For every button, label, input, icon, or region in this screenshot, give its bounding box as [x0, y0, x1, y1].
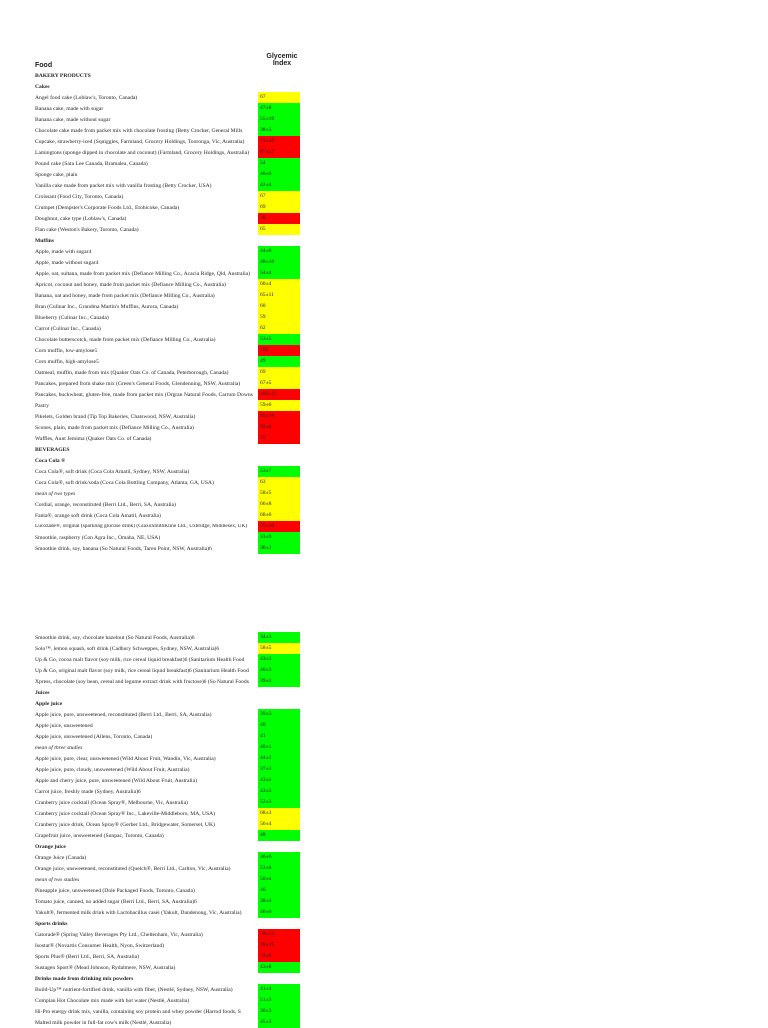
food-name: Coca Cola®, soft drink/soda (Coca Cola Bottling Company, Atlanta, GA, USA)	[35, 479, 214, 486]
gi-value-cell: 78±13	[258, 929, 300, 940]
gi-value-cell: 30±2	[258, 543, 300, 554]
table-row	[35, 665, 315, 676]
gi-value-cell: 51±3	[258, 995, 300, 1006]
gi-value-cell: 76	[258, 213, 300, 224]
gi-value-cell: 54±4	[258, 268, 300, 279]
gi-value-cell: 48±10	[258, 257, 300, 268]
gi-value-cell: 46	[258, 885, 300, 896]
food-name: Apple juice, pure, unsweetened, reconstituted (Berri Ltd., Berri, SA, Australia)	[35, 711, 212, 718]
food-name: Cranberry juice drink, Ocean Spray® (Gerber Ltd., Bridgewater, Somerset, UK)	[35, 821, 215, 828]
table-row	[35, 510, 315, 521]
gi-value-cell: 43±8	[258, 962, 300, 973]
table-row	[35, 246, 315, 257]
table-row	[35, 995, 315, 1006]
gi-value-cell: 53±5	[258, 334, 300, 345]
gi-value-cell: 39±2	[258, 676, 300, 687]
table-row	[35, 797, 315, 808]
section-heading	[35, 81, 315, 92]
gi-value-cell: 46±6	[258, 169, 300, 180]
food-name: Smoothie, raspberry (Con Agra Inc., Omaha, NE, USA)	[35, 534, 161, 541]
heading-text: Orange juice	[35, 843, 66, 850]
gi-value-cell: 46±3	[258, 665, 300, 676]
table-row	[35, 345, 315, 356]
food-name: Smoothie drink, soy, banana (So Natural Foods, Taren Point, NSW, Australia)6	[35, 545, 212, 552]
food-name: Sustagen Sport® (Mead Johnson, Rydalmere, NSW, Australia)	[35, 964, 176, 971]
gi-value-cell: 92±8	[258, 422, 300, 433]
heading-text: BEVERAGES	[35, 446, 70, 453]
food-name: mean of two studies	[35, 876, 80, 883]
gi-value-cell: 47±8	[258, 103, 300, 114]
gi-value-cell: 59±6	[258, 400, 300, 411]
table-row	[35, 257, 315, 268]
food-name: Pancakes, buckwheat, gluten-free, made from packet mix (Orgran Natural Foods, Carrum Downs	[35, 391, 253, 398]
food-name: Coca Cola®, soft drink (Coca Cola Amatil, Sydney, NSW, Australia)	[35, 468, 190, 475]
gi-value-cell: 102	[258, 345, 300, 356]
food-name: Sponge cake, plain	[35, 171, 78, 178]
food-name: Oatmeal, muffin, made from mix (Quaker Oats Co. of Canada, Peterborough, Canada)	[35, 369, 229, 376]
heading-text: BAKERY PRODUCTS	[35, 72, 91, 79]
table-row	[35, 863, 315, 874]
section-heading	[35, 455, 315, 466]
table-row	[35, 169, 315, 180]
gi-value-cell: 53±7	[258, 466, 300, 477]
gi-value-cell: 37±3	[258, 764, 300, 775]
gi-value-cell: 38±4	[258, 896, 300, 907]
gi-value-cell: 68±6	[258, 510, 300, 521]
food-name: Xpress, chocolate (soy bean, cereal and legume extract drink with fructose)6 (So Natural Foods	[35, 678, 249, 685]
food-name: Pound cake (Sara Lee Canada, Bramalea, Canada)	[35, 160, 148, 167]
food-name: Apple and cherry juice, pure, unsweetened (Wild About Fruit, Australia)	[35, 777, 197, 784]
gi-value-cell: 58±5	[258, 488, 300, 499]
table-row	[35, 499, 315, 510]
gi-value-cell: 55±10	[258, 114, 300, 125]
food-name: Carrot juice, freshly made (Sydney, Australia)6	[35, 788, 141, 795]
table-row	[35, 808, 315, 819]
gi-value-cell: 45±3	[258, 1017, 300, 1028]
document-page-2	[35, 632, 315, 1028]
gi-value-cell: 41	[258, 731, 300, 742]
gi-value-cell: 42±4	[258, 180, 300, 191]
gi-value-cell: 67	[258, 92, 300, 103]
food-name: Corn muffin, high-amylose5	[35, 358, 99, 365]
table-row	[35, 114, 315, 125]
table-row	[35, 301, 315, 312]
table-row	[35, 775, 315, 786]
gi-header-line2: Index	[272, 60, 292, 67]
gi-value-cell: 36±3	[258, 1006, 300, 1017]
table-row	[35, 654, 315, 665]
gi-header-line1: Glycemic	[266, 53, 298, 60]
gi-value-cell: 43±3	[258, 654, 300, 665]
section-heading	[35, 70, 315, 81]
food-name: Scones, plain, made from packet mix (Defiance Milling Co., Australia)	[35, 424, 194, 431]
gi-value-cell: 63	[258, 477, 300, 488]
food-name: mean of three studies	[35, 744, 83, 751]
food-name: Apple, oat, sultana, made from packet mix (Defiance Milling Co., Acacia Ridge, Qld, Australia)	[35, 270, 250, 277]
table-row	[35, 720, 315, 731]
food-name: Cordial, orange, reconstituted (Berri Ltd., Berri, SA, Australia)	[35, 501, 176, 508]
section-heading	[35, 235, 315, 246]
section-heading	[35, 698, 315, 709]
table-row	[35, 180, 315, 191]
gi-value-cell: 49	[258, 356, 300, 367]
heading-text: Juices	[35, 689, 50, 696]
gi-value-cell: 40	[258, 720, 300, 731]
food-name: Grapefruit juice, unsweetened (Sunpac, Toronto, Canada)	[35, 832, 164, 839]
gi-value-cell: 43±2	[258, 775, 300, 786]
table-row	[35, 819, 315, 830]
food-name: Apple juice, pure, cloudy, unsweetened (Wild About Fruit, Australia)	[35, 766, 190, 773]
table-row	[35, 984, 315, 995]
table-row	[35, 411, 315, 422]
gi-value-cell: 74±8	[258, 951, 300, 962]
gi-value-cell: 66±8	[258, 499, 300, 510]
section-heading	[35, 918, 315, 929]
table-row	[35, 543, 315, 554]
table-row	[35, 874, 315, 885]
gi-value-cell: 65	[258, 224, 300, 235]
gi-value-cell: 40±1	[258, 742, 300, 753]
table-row	[35, 433, 315, 444]
table-row	[35, 125, 315, 136]
table-row	[35, 312, 315, 323]
table-row	[35, 422, 315, 433]
table-row	[35, 742, 315, 753]
table-row	[35, 786, 315, 797]
glycemic-index-column-header	[258, 53, 306, 67]
gi-value-cell: 44±6	[258, 246, 300, 257]
food-name: Apple juice, pure, clear, unsweetened (Wild About Fruit, Wandin, Vic, Australia)	[35, 755, 216, 762]
table-row	[35, 334, 315, 345]
table-row	[35, 830, 315, 841]
gi-value-cell: 102±11	[258, 389, 300, 400]
food-name: Apple juice, unsweetened	[35, 722, 93, 729]
food-name: Orange juice, unsweetened, reconstituted (Quelch®, Berri Ltd., Carlton, Vic, Australia)	[35, 865, 231, 872]
food-name: Bran (Culinar Inc., Grandma Martin's Muffins, Aurora, Canada)	[35, 303, 179, 310]
table-row	[35, 709, 315, 720]
food-column-header: Food	[35, 62, 53, 69]
table-row	[35, 147, 315, 158]
table-row	[35, 103, 315, 114]
food-name: Pastry	[35, 402, 49, 409]
table-row	[35, 136, 315, 147]
gi-value-cell: 87±17	[258, 147, 300, 158]
gi-value-cell: 76	[258, 433, 300, 444]
gi-value-cell: 53±6	[258, 863, 300, 874]
food-name: Apple, made with sugar4	[35, 248, 92, 255]
table-row	[35, 951, 315, 962]
food-name: Pancakes, prepared from shake mix (Green's General Foods, Glendenning, NSW, Australia)	[35, 380, 241, 387]
food-name: Blueberry (Culinar Inc., Canada)	[35, 314, 109, 321]
section-heading	[35, 973, 315, 984]
gi-value-cell: 60±4	[258, 279, 300, 290]
food-name: Carrot (Culinar Inc., Canada)	[35, 325, 101, 332]
table-row	[35, 290, 315, 301]
food-name: Apple juice, unsweetened (Allens, Toronto, Canada)	[35, 733, 153, 740]
food-name: Apricot, coconut and honey, made from packet mix (Defiance Milling Co., Australia)	[35, 281, 226, 288]
table-row	[35, 643, 315, 654]
food-name: Angel food cake (Loblaw's, Toronto, Canada)	[35, 94, 138, 101]
gi-value-cell: 69	[258, 367, 300, 378]
food-name: Orange Juice (Canada)	[35, 854, 87, 861]
gi-value-cell: 73±10	[258, 136, 300, 147]
gi-value-cell: 44±2	[258, 753, 300, 764]
table-row	[35, 158, 315, 169]
food-name: Banana, oat and honey, made from packet mix (Defiance Milling Co., Australia)	[35, 292, 215, 299]
food-name: Sports Plus® (Berri Ltd., Berri, SA, Australia)	[35, 953, 139, 960]
food-name: Doughnut, cake type (Loblaw's, Canada)	[35, 215, 127, 222]
table-row	[35, 92, 315, 103]
food-name: Corn muffin, low-amylose5	[35, 347, 98, 354]
gi-value-cell: 70±15	[258, 940, 300, 951]
table-row	[35, 676, 315, 687]
table-row	[35, 213, 315, 224]
section-heading	[35, 687, 315, 698]
table-row	[35, 477, 315, 488]
heading-text: Cakes	[35, 83, 50, 90]
table-row	[35, 521, 315, 532]
table-row	[35, 885, 315, 896]
table-row	[35, 1017, 315, 1028]
food-name: Chocolate cake made from packet mix with chocolate frosting (Betty Crocker, General Mills	[35, 127, 243, 134]
gi-value-cell: 59	[258, 312, 300, 323]
gi-value-cell: 60	[258, 301, 300, 312]
table-row	[35, 929, 315, 940]
gi-value-cell: 67	[258, 191, 300, 202]
heading-text: Sports drinks	[35, 920, 68, 927]
table-row	[35, 940, 315, 951]
food-name: Smoothie drink, soy, chocolate hazelnut (So Natural Foods, Australia)6	[35, 634, 195, 641]
gi-value-cell: 39±3	[258, 709, 300, 720]
food-name: Waffles, Aunt Jemima (Quaker Oats Co. of Canada)	[35, 435, 152, 442]
table-row	[35, 323, 315, 334]
food-name: Banana cake, made without sugar	[35, 116, 111, 123]
gi-value-cell: 41±4	[258, 984, 300, 995]
food-name: Banana cake, made with sugar	[35, 105, 104, 112]
table-row	[35, 753, 315, 764]
table-row	[35, 400, 315, 411]
food-name: Complan Hot Chocolate mix made with hot water (Nestlé, Australia)	[35, 997, 190, 1004]
food-name: Cranberry juice cocktail (Ocean Spray® Inc., Lakeville-Middleboro, MA, USA)	[35, 810, 216, 817]
food-name: Lucozade®, original (sparkling glucose drink) (GlaxoSmithKline Ltd., Uxbridge, Middlesex, UK)	[35, 524, 248, 529]
table-row	[35, 224, 315, 235]
gi-value-cell: 50±4	[258, 874, 300, 885]
gi-value-cell: 95±10	[258, 521, 300, 532]
gi-value-cell: 67±5	[258, 378, 300, 389]
food-name: Flan cake (Weston's Bakery, Toronto, Canada)	[35, 226, 139, 233]
table-row	[35, 191, 315, 202]
gi-value-cell: 34±3	[258, 632, 300, 643]
food-name: Up & Go, original malt flavor (soy milk, rice cereal liquid breakfast)6 (Sanitarium Health Food	[35, 667, 249, 674]
heading-text: Muffins	[35, 237, 54, 244]
gi-value-cell: 85±10	[258, 411, 300, 422]
gi-value-cell: 48	[258, 830, 300, 841]
food-name: Apple, made without sugar4	[35, 259, 99, 266]
food-name: Lamingtons (sponge dipped in chocolate and coconut) (Farmland, Grocery Holdings, Australia)	[35, 149, 250, 156]
food-name: Chocolate butterscotch, made from packet mix (Defiance Milling Co., Australia)	[35, 336, 216, 343]
food-name: Up & Go, cocoa malt flavor (soy milk, rice cereal liquid breakfast)6 (Sanitarium Health Food	[35, 656, 245, 663]
gi-value-cell: 46±6	[258, 852, 300, 863]
gi-value-cell: 56±4	[258, 819, 300, 830]
gi-value-cell: 33±9	[258, 532, 300, 543]
section-heading	[35, 444, 315, 455]
table-row	[35, 466, 315, 477]
food-name: Isostar® (Novartis Consumer Health, Nyon, Switzerland)	[35, 942, 164, 949]
table-row	[35, 896, 315, 907]
food-name: Croissant (Food City, Toronto, Canada)	[35, 193, 124, 200]
food-name: Gatorade® (Spring Valley Beverages Pty Ltd., Cheltenham, Vic, Australia)	[35, 931, 203, 938]
gi-value-cell: 52±3	[258, 797, 300, 808]
table-row	[35, 202, 315, 213]
table-row	[35, 268, 315, 279]
table-row	[35, 279, 315, 290]
gi-value-cell: 54	[258, 158, 300, 169]
food-name: Cranberry juice cocktail (Ocean Spray®, Melbourne, Vic, Australia)	[35, 799, 188, 806]
section-heading	[35, 841, 315, 852]
food-name: Fanta®, orange soft drink (Coca Cola Amatil, Australia)	[35, 512, 161, 519]
food-name: Hi-Pro energy drink mix, vanilla, containing soy protein and whey powder (Harrod foods, S	[35, 1008, 241, 1015]
gi-value-cell: 43±3	[258, 786, 300, 797]
heading-text: Coca Cola ®	[35, 457, 66, 464]
food-name: Vanilla cake made from packet mix with vanilla frosting (Betty Crocker, USA)	[35, 182, 212, 189]
table-row	[35, 852, 315, 863]
food-name: Yakult®, fermented milk drink with Lactobacillus casei (Yakult, Dandenong, Vic, Australia)	[35, 909, 242, 916]
table-row	[35, 488, 315, 499]
table-row	[35, 764, 315, 775]
food-name: Pikelets, Golden brand (Tip Top Bakeries, Chatswood, NSW, Australia)	[35, 413, 196, 420]
food-name: Cupcake, strawberry-iced (Squiggles, Farmland, Grocery Holdings, Tooronga, Vic, Australia)	[35, 138, 245, 145]
heading-text: Drinks made from drinking mix powders	[35, 975, 134, 982]
food-name: Pineapple juice, unsweetened (Dole Packaged Foods, Toronto, Canada)	[35, 887, 195, 894]
table-row	[35, 356, 315, 367]
table-row	[35, 907, 315, 918]
table-row	[35, 389, 315, 400]
table-row	[35, 367, 315, 378]
food-name: Malted milk powder in full-fat cow's milk (Nestlé, Australia)	[35, 1019, 172, 1026]
gi-value-cell: 69	[258, 202, 300, 213]
gi-value-cell: 62	[258, 323, 300, 334]
food-name: Solo™, lemon squash, soft drink (Cadbury Schweppes, Sydney, NSW, Australia)6	[35, 645, 220, 652]
food-name: mean of two types	[35, 490, 76, 497]
gi-value-cell: 46±6	[258, 907, 300, 918]
table-row	[35, 962, 315, 973]
food-name: Tomato juice, canned, no added sugar (Berri Ltd., Berri, SA, Australia)6	[35, 898, 197, 905]
gi-value-cell: 58±5	[258, 643, 300, 654]
food-name: Crumpet (Dempster's Corporate Foods Ltd., Etobicoke, Canada)	[35, 204, 180, 211]
gi-value-cell: 68±3	[258, 808, 300, 819]
document-page-1	[35, 70, 315, 554]
gi-value-cell: 65±11	[258, 290, 300, 301]
table-row	[35, 1006, 315, 1017]
food-name: Build-Up™ nutrient-fortified drink, vanilla with fiber, (Nestlé, Sydney, NSW, Australia)	[35, 986, 233, 993]
gi-value-cell: 38±3	[258, 125, 300, 136]
table-row	[35, 532, 315, 543]
table-row	[35, 632, 315, 643]
table-row	[35, 378, 315, 389]
table-row	[35, 731, 315, 742]
heading-text: Apple juice	[35, 700, 63, 707]
